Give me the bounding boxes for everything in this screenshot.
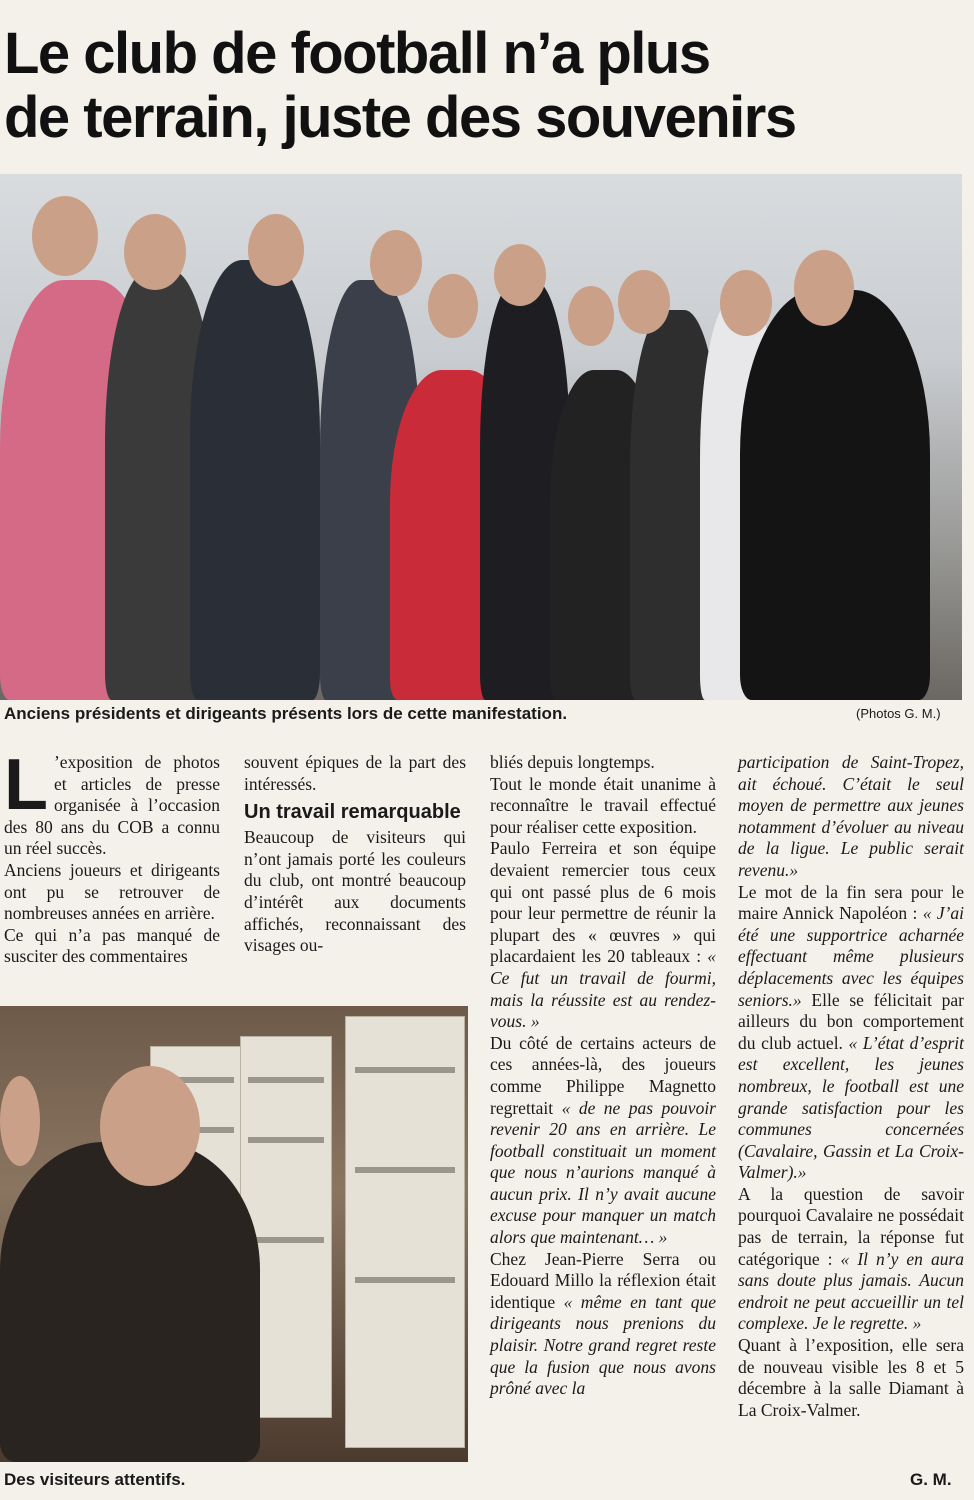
main-photo-caption: Anciens présidents et dirigeants présents lors de cette manifestation.: [4, 704, 568, 723]
photo-credit: (Photos G. M.): [856, 706, 941, 721]
col2-paragraph-2: Beaucoup de visiteurs qui n’ont jamais porté les couleurs du club, ont montré beaucoup d’intérêt aux documents affichés, reconnaissant des visages ou-: [244, 827, 466, 956]
article-headline: [4, 22, 964, 150]
column-1: [4, 745, 220, 968]
group-photo: [0, 174, 962, 700]
col3-paragraph-5: [490, 1249, 716, 1400]
col1-paragraph-3: Ce qui n’a pas manqué de susciter des commentaires: [4, 924, 220, 967]
subheading: Un travail remarquable: [244, 801, 461, 824]
column-2: [244, 752, 466, 957]
col4-quote-3: « Il n’y en aura sans doute plus jamais. Aucun endroit ne peut accueillir un tel complexe. Je le regrette. »: [738, 1248, 965, 1334]
col4-quote-2: « J’ai été une supportrice acharnée effectuant même plusieurs déplacements avec les équipes seniors.»: [738, 903, 964, 1010]
dropcap: L: [4, 745, 48, 825]
col3-text-4: Du côté de certains acteurs de ces années-là, des joueurs comme Philippe Magnetto regrettait: [490, 1032, 716, 1118]
col4-text-3: A la question de savoir pourquoi Cavalaire ne possédait pas de terrain, la réponse fut catégorique :: [738, 1183, 964, 1269]
author-signature: G. M.: [910, 1470, 952, 1489]
col3-paragraph-4: [490, 1033, 716, 1249]
col4-paragraph-4: Quant à l’exposition, elle sera de nouveau visible les 8 et 5 décembre à la salle Diamant à La Croix-Valmer.: [738, 1335, 964, 1420]
col1-paragraph-1: ’exposition de photos et articles de presse organisée à l’occasion des 80 ans du COB a connu un réel succès.: [4, 752, 220, 859]
column-4: [738, 752, 964, 1421]
visitors-photo: [0, 1006, 468, 1462]
col3-paragraph-3: [490, 838, 716, 1032]
headline-line-2: de terrain, juste des souvenirs: [4, 85, 796, 150]
col3-quote-4: « de ne pas pouvoir revenir 20 ans en arrière. Le football constituait un moment que nous n’aurions manqué à aucun prix. Il n’y avait aucune excuse pour manquer un match alors que maintenant… »: [490, 1097, 716, 1248]
col4-text-2: Le mot de la fin sera pour le maire Annick Napoléon :: [738, 881, 964, 924]
col4-text-2b: Elle se félicitait par ailleurs du bon comportement du club actuel.: [738, 989, 965, 1053]
col2-paragraph-1: souvent épiques de la part des intéressés.: [244, 752, 466, 794]
col3-quote-3: « Ce fut un travail de fourmi, mais la réussite est au rendez-vous. »: [490, 946, 716, 1032]
col4-paragraph-3: [738, 1184, 964, 1335]
headline-line-1: Le club de football n’a plus: [4, 21, 710, 86]
col4-paragraph-2: [738, 882, 964, 1184]
col4-quote-2b: « L’état d’esprit est excellent, les jeunes nombreux, le football est une grande satisfaction pour les communes concernées (Cavalaire, Gassin et La Croix-Valmer).»: [738, 1032, 965, 1183]
col3-paragraph-2: Tout le monde était unanime à reconnaître le travail effectué pour réaliser cette exposition.: [490, 773, 716, 837]
col4-quote-1: participation de Saint-Tropez, ait échoué. C’était le seul moyen de permettre aux jeunes notamment d’évoluer au niveau de la ligue. Le public serait revenu.»: [738, 752, 964, 880]
col3-text-5: Chez Jean-Pierre Serra ou Edouard Millo la réflexion était identique: [490, 1248, 716, 1312]
visitors-photo-caption: Des visiteurs attentifs.: [4, 1470, 186, 1489]
col3-text-3: Paulo Ferreira et son équipe devaient remercier tous ceux qui ont passé plus de 6 mois pour leur permettre de réunir la plupart des « œuvres » qui placardaient les 20 tableaux :: [490, 838, 716, 967]
col3-quote-5: « même en tant que dirigeants nous prenions du plaisir. Notre grand regret reste que la fusion que nous avons prôné avec la: [490, 1291, 717, 1399]
col3-paragraph-1: bliés depuis longtemps.: [490, 752, 655, 772]
col1-paragraph-2: Anciens joueurs et dirigeants ont pu se retrouver de nombreuses années en arrière.: [4, 859, 220, 924]
column-3: [490, 752, 716, 1400]
